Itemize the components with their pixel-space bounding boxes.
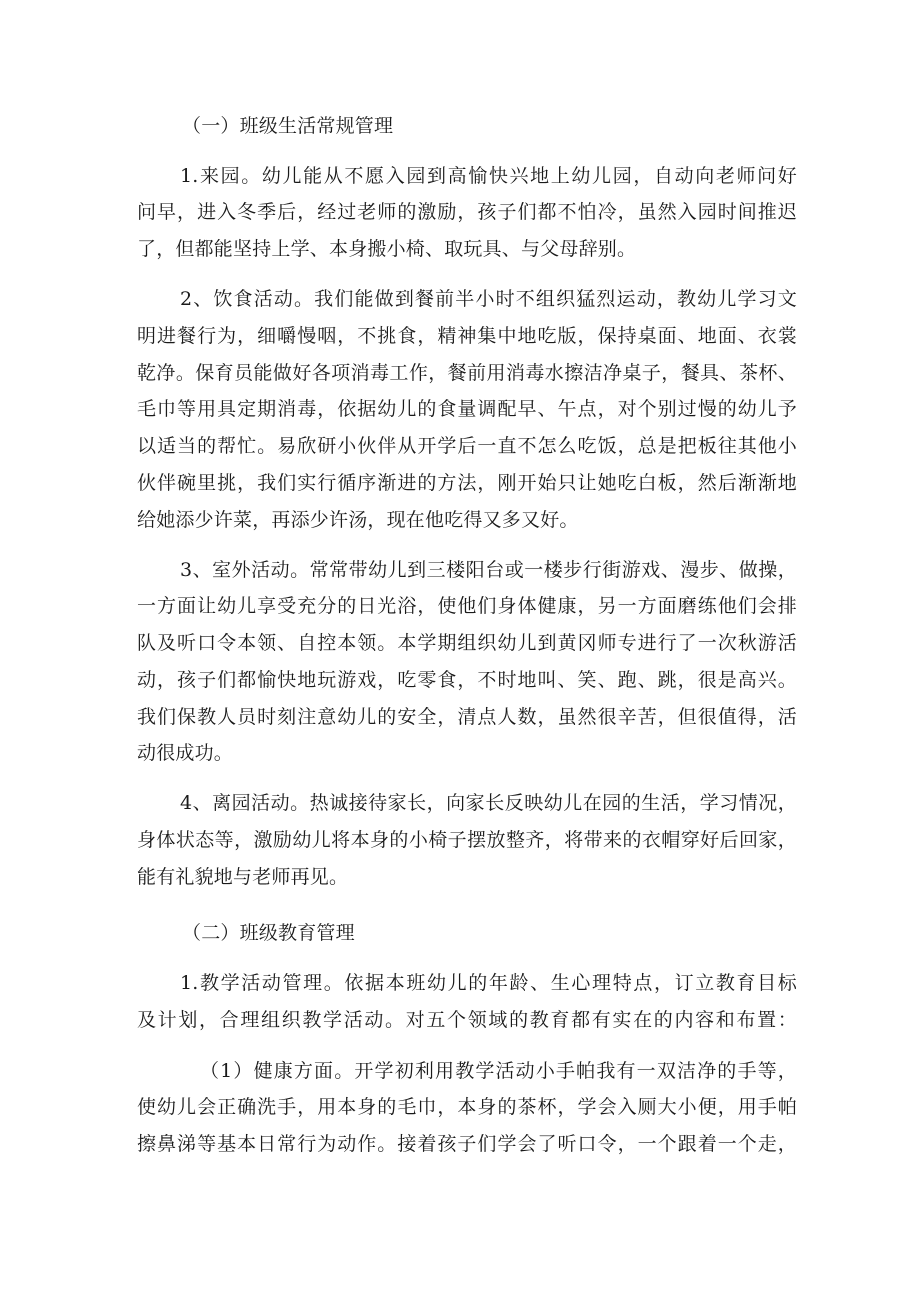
paragraph-line: 一方面让幼儿享受充分的日光浴，使他们身体健康，另一方面磨练他们会排 [137,595,797,617]
paragraph-line: 乾净。保育员能做好各项消毒工作，餐前用消毒水擦洁净桌子，餐具、茶杯、 [137,362,797,384]
paragraph-line: 身体状态等，激励幼儿将本身的小椅子摆放整齐，将带来的衣帽穿好后回家， [137,829,797,851]
section-heading-2: （二）班级教育管理 [182,922,355,944]
paragraph-line: 擦鼻涕等基本日常行为动作。接着孩子们学会了听口令，一个跟着一个走， [137,1133,797,1155]
paragraph-line: 使幼儿会正确洗手，用本身的毛巾，本身的茶杯，学会入厕大小便，用手帕 [137,1096,797,1118]
paragraph-line: 队及听口令本领、自控本领。本学期组织幼儿到黄冈师专进行了一次秋游活 [137,632,797,654]
paragraph-line: 1.教学活动管理。依据本班幼儿的年龄、生心理特点，订立教育目标 [180,972,797,994]
paragraph-line: 给她添少许菜，再添少许汤，现在他吃得又多又好。 [137,509,579,531]
paragraph-line: 动很成功。 [137,742,234,764]
paragraph-line: 毛巾等用具定期消毒，依据幼儿的食量调配早、午点，对个别过慢的幼儿予 [137,398,797,420]
paragraph-line: 伙伴碗里挑，我们实行循序渐进的方法，刚开始只让她吃白板，然后渐渐地 [137,472,797,494]
paragraph-line: 明进餐行为，细嚼慢咽，不挑食，精神集中地吃版，保持桌面、地面、衣裳 [137,325,797,347]
paragraph-line: （1）健康方面。开学初利用教学活动小手帕我有一双洁净的手等， [200,1060,797,1082]
paragraph-line: 3、室外活动。常常带幼儿到三楼阳台或一楼步行街游戏、漫步、做操， [180,559,797,581]
paragraph-line: 及计划，合理组织教学活动。对五个领域的教育都有实在的内容和布置： [137,1009,797,1031]
section-heading-1: （一）班级生活常规管理 [182,115,394,137]
paragraph-line: 4、离园活动。热诚接待家长，向家长反映幼儿在园的生活，学习情况， [180,792,797,814]
paragraph-line: 2、饮食活动。我们能做到餐前半小时不组织猛烈运动，教幼儿学习文 [180,288,797,310]
paragraph-line: 动，孩子们都愉快地玩游戏，吃零食，不时地叫、笑、跑、跳，很是高兴。 [137,669,797,691]
paragraph-line: 了，但都能坚持上学、本身搬小椅、取玩具、与父母辞别。 [137,238,637,260]
paragraph-line: 问早，进入冬季后，经过老师的激励，孩子们都不怕冷，虽然入园时间推迟 [137,201,797,223]
paragraph-line: 能有礼貌地与老师再见。 [137,866,349,888]
paragraph-line: 我们保教人员时刻注意幼儿的安全，清点人数，虽然很辛苦，但很值得，活 [137,706,797,728]
paragraph-line: 1.来园。幼儿能从不愿入园到高愉快兴地上幼儿园，自动向老师问好 [180,165,797,187]
paragraph-line: 以适当的帮忙。易欣研小伙伴从开学后一直不怎么吃饭，总是把板往其他小 [137,435,797,457]
